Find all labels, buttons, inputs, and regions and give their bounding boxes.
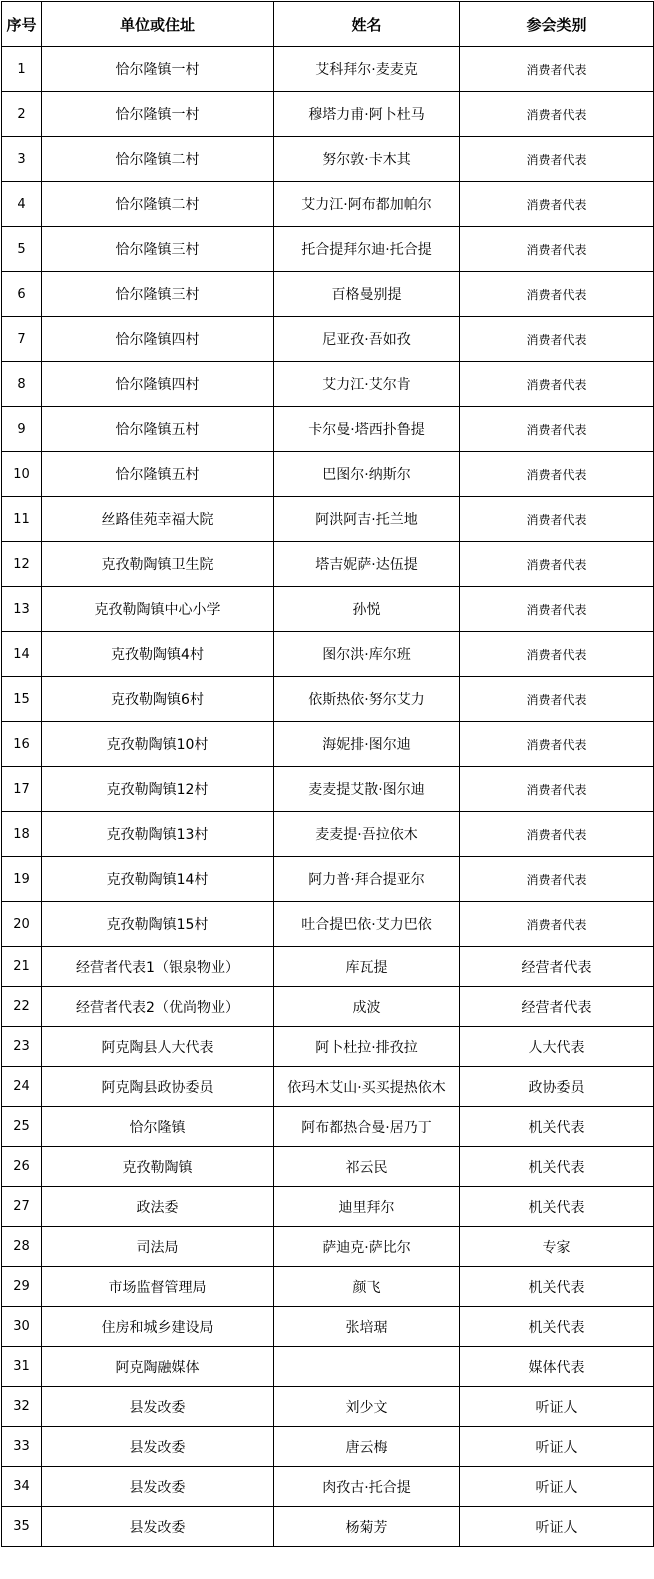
cell-no: 14 (2, 632, 42, 677)
cell-no: 31 (2, 1347, 42, 1387)
cell-name: 麦麦提·吾拉依木 (274, 812, 460, 857)
cell-category: 消费者代表 (460, 632, 654, 677)
cell-no: 9 (2, 407, 42, 452)
cell-category: 专家 (460, 1227, 654, 1267)
cell-category: 消费者代表 (460, 317, 654, 362)
cell-no: 6 (2, 272, 42, 317)
table-row (2, 47, 654, 92)
cell-no: 27 (2, 1187, 42, 1227)
cell-category: 消费者代表 (460, 362, 654, 407)
table-row (2, 362, 654, 407)
cell-category: 消费者代表 (460, 92, 654, 137)
table-row (2, 272, 654, 317)
cell-category: 听证人 (460, 1467, 654, 1507)
table-row (2, 1507, 654, 1547)
cell-name: 肉孜古·托合提 (274, 1467, 460, 1507)
cell-category: 机关代表 (460, 1187, 654, 1227)
cell-name: 颜飞 (274, 1267, 460, 1307)
cell-unit: 市场监督管理局 (42, 1267, 274, 1307)
cell-no: 15 (2, 677, 42, 722)
cell-unit: 克孜勒陶镇6村 (42, 677, 274, 722)
cell-category: 政协委员 (460, 1067, 654, 1107)
cell-no: 29 (2, 1267, 42, 1307)
table-row (2, 1347, 654, 1387)
cell-unit: 克孜勒陶镇卫生院 (42, 542, 274, 587)
cell-name: 依斯热依·努尔艾力 (274, 677, 460, 722)
cell-unit: 政法委 (42, 1187, 274, 1227)
cell-category: 消费者代表 (460, 587, 654, 632)
table-row (2, 1267, 654, 1307)
table-row (2, 452, 654, 497)
header-unit: 单位或住址 (42, 2, 274, 47)
cell-category: 人大代表 (460, 1027, 654, 1067)
header-category: 参会类别 (460, 2, 654, 47)
cell-name: 海妮排·图尔迪 (274, 722, 460, 767)
table-body (2, 47, 654, 1547)
cell-name: 阿卜杜拉·排孜拉 (274, 1027, 460, 1067)
table-row (2, 1307, 654, 1347)
table-row (2, 542, 654, 587)
cell-name: 成波 (274, 987, 460, 1027)
cell-unit: 克孜勒陶镇 (42, 1147, 274, 1187)
cell-unit: 住房和城乡建设局 (42, 1307, 274, 1347)
cell-unit: 克孜勒陶镇中心小学 (42, 587, 274, 632)
cell-unit: 克孜勒陶镇15村 (42, 902, 274, 947)
cell-unit: 阿克陶县人大代表 (42, 1027, 274, 1067)
table-row (2, 1227, 654, 1267)
cell-no: 24 (2, 1067, 42, 1107)
table-row (2, 1027, 654, 1067)
cell-name: 萨迪克·萨比尔 (274, 1227, 460, 1267)
cell-no: 12 (2, 542, 42, 587)
cell-category: 消费者代表 (460, 902, 654, 947)
cell-no: 13 (2, 587, 42, 632)
cell-category: 消费者代表 (460, 857, 654, 902)
cell-no: 11 (2, 497, 42, 542)
cell-no: 33 (2, 1427, 42, 1467)
cell-category: 消费者代表 (460, 182, 654, 227)
cell-unit: 恰尔隆镇四村 (42, 362, 274, 407)
cell-unit: 恰尔隆镇二村 (42, 182, 274, 227)
table-row (2, 1467, 654, 1507)
cell-category: 消费者代表 (460, 677, 654, 722)
cell-name: 艾力江·艾尔肯 (274, 362, 460, 407)
cell-no: 10 (2, 452, 42, 497)
cell-no: 25 (2, 1107, 42, 1147)
cell-name: 艾力江·阿布都加帕尔 (274, 182, 460, 227)
cell-name: 阿力普·拜合提亚尔 (274, 857, 460, 902)
cell-name: 托合提拜尔迪·托合提 (274, 227, 460, 272)
cell-name: 穆塔力甫·阿卜杜马 (274, 92, 460, 137)
cell-category: 消费者代表 (460, 227, 654, 272)
cell-category: 消费者代表 (460, 407, 654, 452)
cell-unit: 经营者代表2（优尚物业） (42, 987, 274, 1027)
cell-no: 1 (2, 47, 42, 92)
cell-unit: 恰尔隆镇三村 (42, 272, 274, 317)
cell-unit: 恰尔隆镇三村 (42, 227, 274, 272)
cell-unit: 县发改委 (42, 1427, 274, 1467)
table-row (2, 1187, 654, 1227)
cell-unit: 县发改委 (42, 1467, 274, 1507)
cell-no: 34 (2, 1467, 42, 1507)
cell-unit: 恰尔隆镇 (42, 1107, 274, 1147)
cell-category: 消费者代表 (460, 542, 654, 587)
cell-unit: 经营者代表1（银泉物业） (42, 947, 274, 987)
cell-category: 经营者代表 (460, 987, 654, 1027)
cell-category: 消费者代表 (460, 497, 654, 542)
cell-unit: 恰尔隆镇一村 (42, 92, 274, 137)
table-row (2, 722, 654, 767)
cell-name: 唐云梅 (274, 1427, 460, 1467)
table-row (2, 902, 654, 947)
cell-category: 机关代表 (460, 1267, 654, 1307)
cell-unit: 阿克陶融媒体 (42, 1347, 274, 1387)
table-row (2, 947, 654, 987)
cell-name: 巴图尔·纳斯尔 (274, 452, 460, 497)
cell-unit: 克孜勒陶镇14村 (42, 857, 274, 902)
table-row (2, 587, 654, 632)
cell-no: 32 (2, 1387, 42, 1427)
cell-unit: 县发改委 (42, 1387, 274, 1427)
cell-category: 听证人 (460, 1387, 654, 1427)
cell-name: 图尔洪·库尔班 (274, 632, 460, 677)
cell-name: 塔吉妮萨·达伍提 (274, 542, 460, 587)
cell-unit: 恰尔隆镇五村 (42, 452, 274, 497)
cell-no: 21 (2, 947, 42, 987)
table-row (2, 767, 654, 812)
cell-name: 祁云民 (274, 1147, 460, 1187)
cell-no: 18 (2, 812, 42, 857)
cell-no: 2 (2, 92, 42, 137)
cell-name: 迪里拜尔 (274, 1187, 460, 1227)
cell-category: 机关代表 (460, 1307, 654, 1347)
table-row (2, 812, 654, 857)
cell-category: 消费者代表 (460, 767, 654, 812)
cell-category: 消费者代表 (460, 722, 654, 767)
cell-category: 听证人 (460, 1507, 654, 1547)
cell-name: 卡尔曼·塔西扑鲁提 (274, 407, 460, 452)
cell-category: 消费者代表 (460, 137, 654, 182)
cell-unit: 克孜勒陶镇4村 (42, 632, 274, 677)
table-row (2, 227, 654, 272)
cell-category: 听证人 (460, 1427, 654, 1467)
cell-no: 19 (2, 857, 42, 902)
cell-no: 30 (2, 1307, 42, 1347)
cell-category: 消费者代表 (460, 812, 654, 857)
table-row (2, 1427, 654, 1467)
cell-unit: 克孜勒陶镇12村 (42, 767, 274, 812)
cell-unit: 阿克陶县政协委员 (42, 1067, 274, 1107)
cell-unit: 克孜勒陶镇10村 (42, 722, 274, 767)
cell-category: 消费者代表 (460, 47, 654, 92)
cell-name: 百格曼别提 (274, 272, 460, 317)
header-row (2, 2, 654, 47)
cell-name: 阿布都热合曼·居乃丁 (274, 1107, 460, 1147)
cell-no: 5 (2, 227, 42, 272)
cell-name: 杨菊芳 (274, 1507, 460, 1547)
cell-no: 3 (2, 137, 42, 182)
table-row (2, 677, 654, 722)
cell-name: 阿洪阿吉·托兰地 (274, 497, 460, 542)
cell-no: 17 (2, 767, 42, 812)
header-name: 姓名 (274, 2, 460, 47)
cell-unit: 恰尔隆镇五村 (42, 407, 274, 452)
participant-table (1, 1, 654, 1547)
table-row (2, 857, 654, 902)
cell-category: 消费者代表 (460, 452, 654, 497)
table-row (2, 1387, 654, 1427)
cell-unit: 克孜勒陶镇13村 (42, 812, 274, 857)
cell-unit: 司法局 (42, 1227, 274, 1267)
cell-name: 艾科拜尔·麦麦克 (274, 47, 460, 92)
cell-name: 孙悦 (274, 587, 460, 632)
table-row (2, 137, 654, 182)
cell-name: 努尔敦·卡木其 (274, 137, 460, 182)
table-row (2, 182, 654, 227)
cell-no: 16 (2, 722, 42, 767)
table-row (2, 1107, 654, 1147)
cell-category: 机关代表 (460, 1107, 654, 1147)
table-row (2, 92, 654, 137)
cell-category: 消费者代表 (460, 272, 654, 317)
cell-category: 经营者代表 (460, 947, 654, 987)
cell-no: 35 (2, 1507, 42, 1547)
cell-name: 吐合提巴依·艾力巴依 (274, 902, 460, 947)
table-row (2, 1147, 654, 1187)
cell-no: 23 (2, 1027, 42, 1067)
cell-no: 28 (2, 1227, 42, 1267)
cell-no: 8 (2, 362, 42, 407)
cell-no: 22 (2, 987, 42, 1027)
table-row (2, 317, 654, 362)
cell-category: 媒体代表 (460, 1347, 654, 1387)
table-row (2, 1067, 654, 1107)
cell-no: 20 (2, 902, 42, 947)
table-row (2, 497, 654, 542)
cell-unit: 县发改委 (42, 1507, 274, 1547)
cell-name: 库瓦提 (274, 947, 460, 987)
table-row (2, 407, 654, 452)
cell-name: 麦麦提艾散·图尔迪 (274, 767, 460, 812)
table-row (2, 632, 654, 677)
header-no: 序号 (2, 2, 42, 47)
cell-category: 机关代表 (460, 1147, 654, 1187)
cell-unit: 恰尔隆镇四村 (42, 317, 274, 362)
cell-name: 张培琚 (274, 1307, 460, 1347)
cell-name: 依玛木艾山·买买提热依木 (274, 1067, 460, 1107)
cell-name: 尼亚孜·吾如孜 (274, 317, 460, 362)
cell-no: 4 (2, 182, 42, 227)
cell-no: 7 (2, 317, 42, 362)
cell-name (274, 1347, 460, 1387)
cell-unit: 恰尔隆镇二村 (42, 137, 274, 182)
cell-name: 刘少文 (274, 1387, 460, 1427)
cell-unit: 恰尔隆镇一村 (42, 47, 274, 92)
cell-unit: 丝路佳苑幸福大院 (42, 497, 274, 542)
cell-no: 26 (2, 1147, 42, 1187)
table-row (2, 987, 654, 1027)
